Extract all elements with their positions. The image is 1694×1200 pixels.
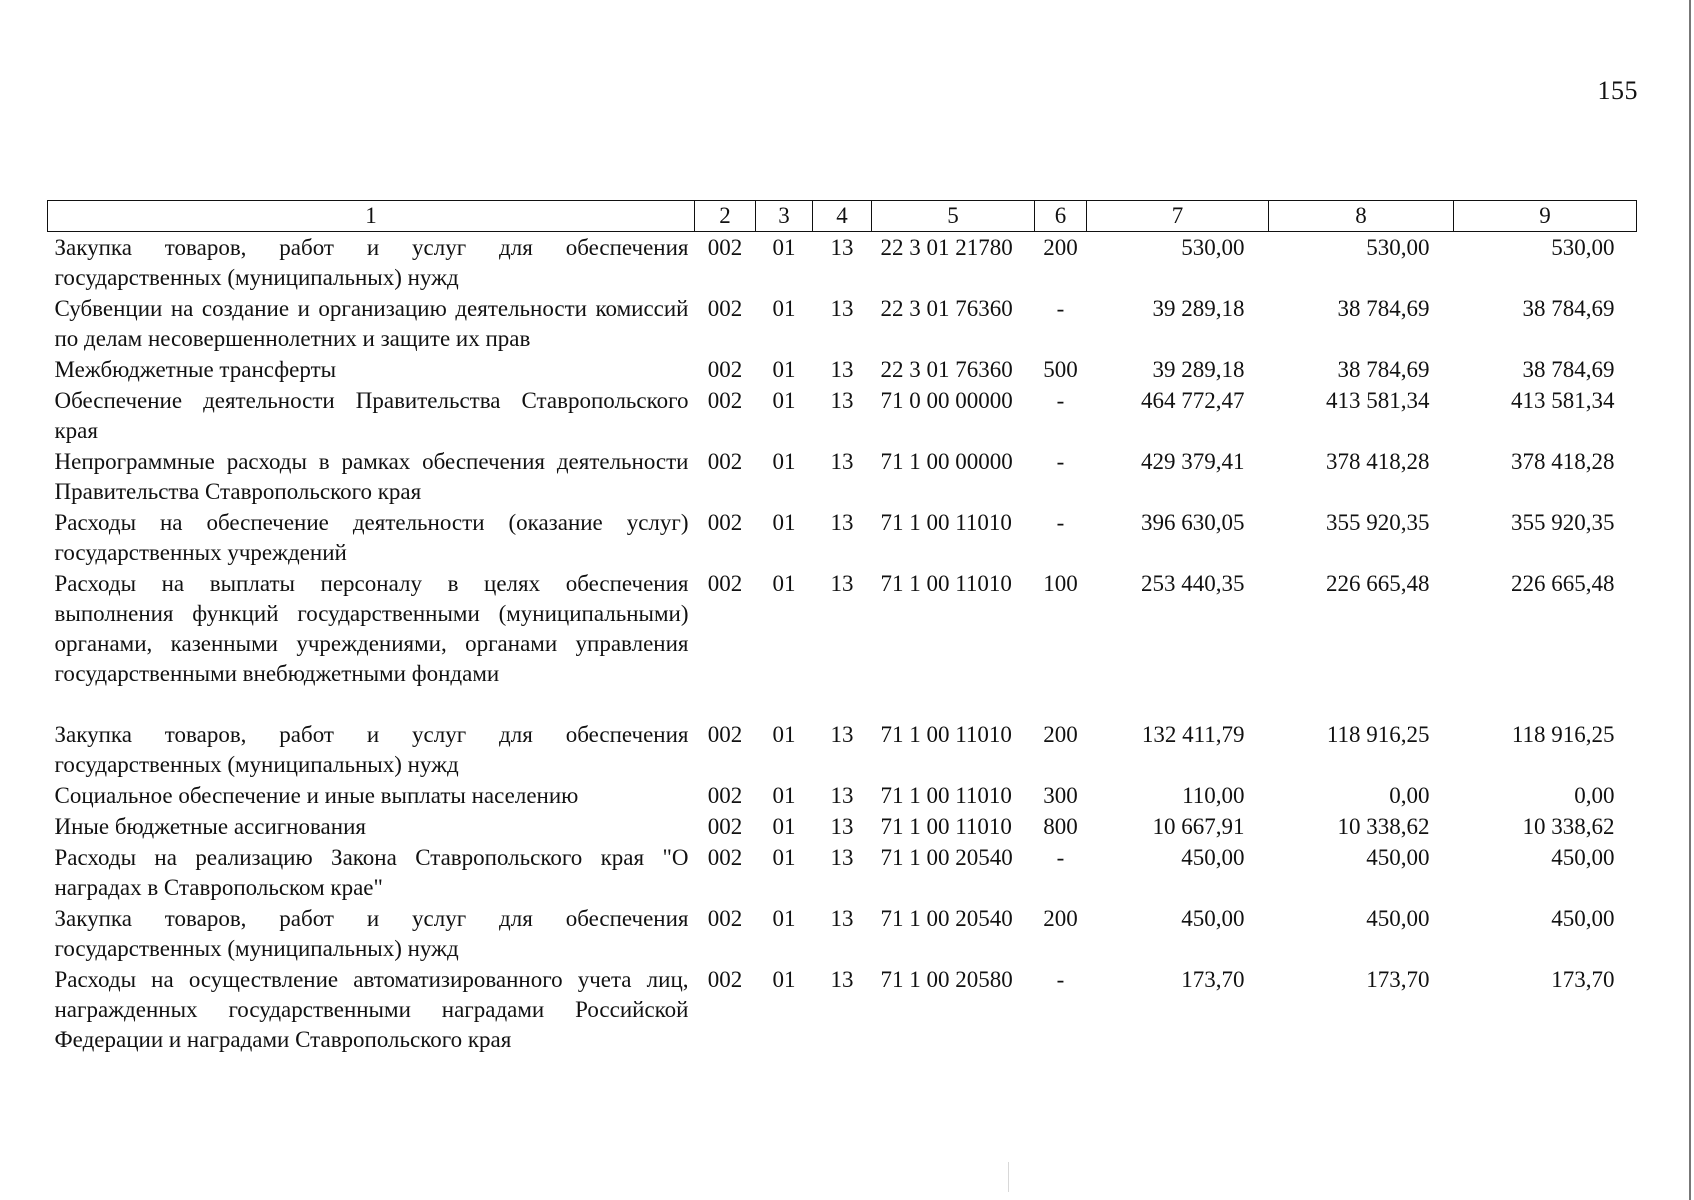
row-name: Межбюджетные трансферты	[54, 357, 337, 382]
cell-amount-col9: 173,70	[1551, 967, 1615, 992]
cell-expense-type: 200	[1043, 235, 1078, 260]
table-row	[48, 903, 1637, 964]
header-col-4: 4	[813, 201, 872, 232]
cell-subsection-code: 13	[830, 783, 854, 808]
cell-amount-col7: 450,00	[1181, 906, 1245, 931]
header-col-9: 9	[1454, 201, 1637, 232]
cell-amount-col7: 132 411,79	[1141, 722, 1245, 747]
cell-target-article: 71 1 00 20580	[880, 967, 1013, 992]
cell-target-article: 71 1 00 00000	[880, 449, 1013, 474]
cell-amount-col9: 118 916,25	[1511, 722, 1615, 747]
cell-amount-col7: 429 379,41	[1141, 449, 1245, 474]
cell-section-code: 01	[772, 906, 796, 931]
cell-target-article: 22 3 01 21780	[880, 235, 1013, 260]
cell-target-article: 71 1 00 11010	[880, 783, 1012, 808]
cell-amount-col7: 253 440,35	[1141, 571, 1245, 596]
cell-amount-col8: 530,00	[1366, 235, 1430, 260]
cell-expense-type: -	[1056, 510, 1065, 535]
cell-ministry-code: 002	[707, 296, 743, 321]
cell-amount-col9: 355 920,35	[1511, 510, 1615, 535]
cell-ministry-code: 002	[707, 722, 743, 747]
cell-ministry-code: 002	[707, 571, 743, 596]
cell-subsection-code: 13	[830, 845, 854, 870]
cell-expense-type: 800	[1043, 814, 1078, 839]
table-row	[48, 811, 1637, 842]
scan-artifact	[1008, 1162, 1009, 1192]
cell-amount-col8: 226 665,48	[1326, 571, 1430, 596]
spacer-cell	[48, 689, 1637, 719]
row-name: Непрограммные расходы в рамках обеспечения деятельности Правительства Ставропольского края	[54, 449, 689, 504]
cell-amount-col8: 38 784,69	[1337, 296, 1430, 321]
cell-section-code: 01	[772, 845, 796, 870]
cell-amount-col8: 38 784,69	[1337, 357, 1430, 382]
cell-amount-col7: 450,00	[1181, 845, 1245, 870]
row-name: Расходы на осуществление автоматизированного учета лиц, награжденных государственными наградами Российской Федерации и наградами Ставропольского края	[54, 967, 689, 1052]
cell-amount-col9: 38 784,69	[1522, 357, 1615, 382]
table-row	[48, 232, 1637, 294]
cell-amount-col9: 0,00	[1574, 783, 1615, 808]
table-row	[48, 780, 1637, 811]
cell-section-code: 01	[772, 388, 796, 413]
cell-ministry-code: 002	[707, 783, 743, 808]
cell-subsection-code: 13	[830, 449, 854, 474]
cell-amount-col8: 378 418,28	[1326, 449, 1430, 474]
cell-amount-col9: 450,00	[1551, 906, 1615, 931]
cell-amount-col9: 38 784,69	[1522, 296, 1615, 321]
header-row	[48, 201, 1637, 232]
cell-expense-type: -	[1056, 967, 1065, 992]
cell-amount-col8: 10 338,62	[1337, 814, 1430, 839]
cell-amount-col9: 450,00	[1551, 845, 1615, 870]
cell-amount-col7: 396 630,05	[1141, 510, 1245, 535]
cell-subsection-code: 13	[830, 967, 854, 992]
table-row	[48, 719, 1637, 780]
cell-amount-col7: 39 289,18	[1152, 296, 1245, 321]
cell-subsection-code: 13	[830, 814, 854, 839]
cell-amount-col8: 450,00	[1366, 906, 1430, 931]
cell-ministry-code: 002	[707, 235, 743, 260]
cell-subsection-code: 13	[830, 510, 854, 535]
header-col-3: 3	[756, 201, 813, 232]
row-name: Расходы на выплаты персоналу в целях обеспечения выполнения функций государственными (муниципальными) органами, казенными учреждениями, органами управления государственными внебюджетными фондами	[54, 571, 689, 686]
table-row	[48, 568, 1637, 689]
row-name: Обеспечение деятельности Правительства Ставропольского края	[54, 388, 689, 443]
table-row	[48, 293, 1637, 354]
cell-amount-col8: 118 916,25	[1326, 722, 1430, 747]
table-row	[48, 446, 1637, 507]
cell-expense-type: -	[1056, 845, 1065, 870]
cell-amount-col8: 450,00	[1366, 845, 1430, 870]
cell-section-code: 01	[772, 357, 796, 382]
cell-ministry-code: 002	[707, 906, 743, 931]
cell-expense-type: -	[1056, 296, 1065, 321]
cell-section-code: 01	[772, 783, 796, 808]
row-name: Расходы на обеспечение деятельности (оказание услуг) государственных учреждений	[54, 510, 689, 565]
cell-target-article: 71 1 00 11010	[880, 722, 1012, 747]
cell-amount-col7: 39 289,18	[1152, 357, 1245, 382]
cell-amount-col7: 530,00	[1181, 235, 1245, 260]
cell-section-code: 01	[772, 510, 796, 535]
cell-expense-type: 300	[1043, 783, 1078, 808]
cell-target-article: 71 1 00 11010	[880, 571, 1012, 596]
cell-section-code: 01	[772, 967, 796, 992]
cell-amount-col9: 226 665,48	[1511, 571, 1615, 596]
row-spacer	[48, 689, 1637, 719]
row-name: Иные бюджетные ассигнования	[54, 814, 366, 839]
cell-target-article: 22 3 01 76360	[880, 357, 1013, 382]
header-col-8: 8	[1269, 201, 1454, 232]
page-number: 155	[1597, 76, 1638, 105]
cell-subsection-code: 13	[830, 388, 854, 413]
table-row	[48, 385, 1637, 446]
header-col-7: 7	[1087, 201, 1269, 232]
header-col-2: 2	[695, 201, 756, 232]
cell-target-article: 71 1 00 20540	[880, 845, 1013, 870]
cell-amount-col8: 173,70	[1366, 967, 1430, 992]
cell-subsection-code: 13	[830, 357, 854, 382]
cell-subsection-code: 13	[830, 235, 854, 260]
cell-amount-col7: 110,00	[1182, 783, 1245, 808]
cell-amount-col9: 530,00	[1551, 235, 1615, 260]
cell-subsection-code: 13	[830, 722, 854, 747]
cell-ministry-code: 002	[707, 449, 743, 474]
table-row	[48, 354, 1637, 385]
scan-edge-line	[1689, 0, 1691, 1200]
cell-expense-type: -	[1056, 388, 1065, 413]
cell-ministry-code: 002	[707, 388, 743, 413]
row-name: Закупка товаров, работ и услуг для обеспечения государственных (муниципальных) нужд	[54, 906, 689, 961]
cell-amount-col9: 413 581,34	[1511, 388, 1615, 413]
table-row	[48, 507, 1637, 568]
cell-ministry-code: 002	[707, 845, 743, 870]
header-col-5: 5	[872, 201, 1035, 232]
cell-section-code: 01	[772, 449, 796, 474]
row-name: Субвенции на создание и организацию деятельности комиссий по делам несовершеннолетних и защите их прав	[54, 296, 689, 351]
cell-target-article: 71 1 00 11010	[880, 814, 1012, 839]
row-name: Социальное обеспечение и иные выплаты населению	[54, 783, 579, 808]
row-name: Закупка товаров, работ и услуг для обеспечения государственных (муниципальных) нужд	[54, 235, 689, 290]
table-row	[48, 964, 1637, 1055]
cell-amount-col7: 173,70	[1181, 967, 1245, 992]
header-col-1: 1	[48, 201, 695, 232]
cell-expense-type: 500	[1043, 357, 1078, 382]
cell-target-article: 71 1 00 20540	[880, 906, 1013, 931]
cell-expense-type: -	[1056, 449, 1065, 474]
cell-expense-type: 200	[1043, 906, 1078, 931]
cell-section-code: 01	[772, 235, 796, 260]
cell-ministry-code: 002	[707, 814, 743, 839]
header-col-6: 6	[1035, 201, 1087, 232]
cell-amount-col8: 413 581,34	[1326, 388, 1430, 413]
cell-ministry-code: 002	[707, 357, 743, 382]
row-name: Закупка товаров, работ и услуг для обеспечения государственных (муниципальных) нужд	[54, 722, 689, 777]
cell-amount-col9: 10 338,62	[1522, 814, 1615, 839]
cell-section-code: 01	[772, 722, 796, 747]
cell-subsection-code: 13	[830, 571, 854, 596]
cell-amount-col7: 464 772,47	[1141, 388, 1245, 413]
cell-expense-type: 200	[1043, 722, 1078, 747]
row-name: Расходы на реализацию Закона Ставропольского края "О наградах в Ставропольском крае"	[54, 845, 689, 900]
table-body	[48, 232, 1637, 1056]
cell-expense-type: 100	[1043, 571, 1078, 596]
cell-target-article: 71 1 00 11010	[880, 510, 1012, 535]
cell-section-code: 01	[772, 814, 796, 839]
table-header	[48, 201, 1637, 232]
cell-ministry-code: 002	[707, 967, 743, 992]
cell-target-article: 71 0 00 00000	[880, 388, 1013, 413]
cell-amount-col9: 378 418,28	[1511, 449, 1615, 474]
cell-subsection-code: 13	[830, 296, 854, 321]
cell-subsection-code: 13	[830, 906, 854, 931]
cell-section-code: 01	[772, 296, 796, 321]
cell-amount-col7: 10 667,91	[1152, 814, 1245, 839]
table-row	[48, 842, 1637, 903]
cell-ministry-code: 002	[707, 510, 743, 535]
cell-amount-col8: 355 920,35	[1326, 510, 1430, 535]
cell-section-code: 01	[772, 571, 796, 596]
budget-table	[47, 200, 1637, 1055]
cell-target-article: 22 3 01 76360	[880, 296, 1013, 321]
cell-amount-col8: 0,00	[1389, 783, 1430, 808]
